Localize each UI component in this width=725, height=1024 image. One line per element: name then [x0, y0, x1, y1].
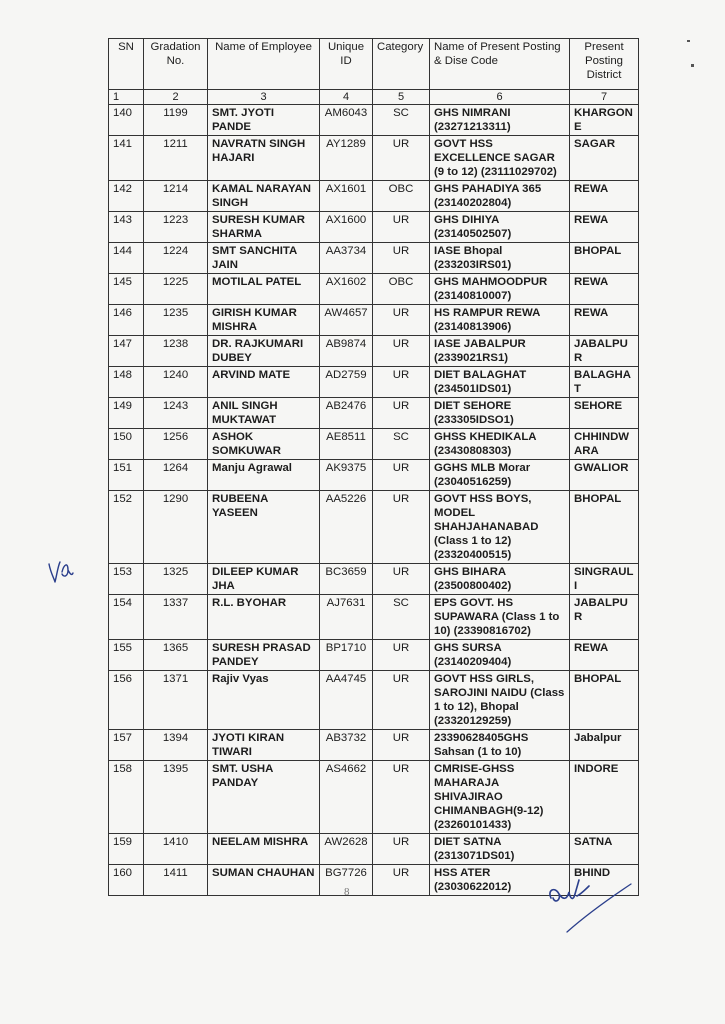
cell-sn: 160	[109, 865, 144, 896]
cell-gradation-no: 1224	[144, 243, 208, 274]
cell-category: UR	[373, 136, 430, 181]
cell-sn: 159	[109, 834, 144, 865]
cell-employee-name: Rajiv Vyas	[208, 671, 320, 730]
header-row	[109, 39, 639, 90]
cell-district: INDORE	[570, 761, 639, 834]
header-employee-name: Name of Employee	[208, 39, 320, 90]
cell-district: JABALPUR	[570, 595, 639, 640]
margin-initials-mark	[46, 556, 76, 586]
cell-sn: 152	[109, 491, 144, 564]
cell-unique-id: AX1602	[320, 274, 373, 305]
table-row	[109, 305, 639, 336]
cell-sn: 151	[109, 460, 144, 491]
cell-category: UR	[373, 834, 430, 865]
cell-employee-name: SURESH KUMAR SHARMA	[208, 212, 320, 243]
corner-dot	[687, 40, 690, 42]
header-category: Category	[373, 39, 430, 90]
cell-category: UR	[373, 243, 430, 274]
table-row	[109, 671, 639, 730]
cell-gradation-no: 1394	[144, 730, 208, 761]
cell-district: BHIND	[570, 865, 639, 896]
table-row	[109, 460, 639, 491]
cell-sn: 140	[109, 105, 144, 136]
table-row	[109, 336, 639, 367]
cell-gradation-no: 1410	[144, 834, 208, 865]
cell-sn: 153	[109, 564, 144, 595]
table-row	[109, 491, 639, 564]
cell-employee-name: SMT. JYOTI PANDE	[208, 105, 320, 136]
cell-posting: GHS BIHARA (23500800402)	[430, 564, 570, 595]
cell-posting: GGHS MLB Morar (23040516259)	[430, 460, 570, 491]
cell-district: BHOPAL	[570, 491, 639, 564]
cell-gradation-no: 1395	[144, 761, 208, 834]
table-row	[109, 398, 639, 429]
cell-category: UR	[373, 671, 430, 730]
cell-district: CHHINDWARA	[570, 429, 639, 460]
cell-district: JABALPUR	[570, 336, 639, 367]
cell-gradation-no: 1365	[144, 640, 208, 671]
column-number: 1	[109, 90, 144, 105]
cell-category: UR	[373, 761, 430, 834]
cell-employee-name: ARVIND MATE	[208, 367, 320, 398]
table-row	[109, 595, 639, 640]
cell-unique-id: BP1710	[320, 640, 373, 671]
cell-district: BHOPAL	[570, 243, 639, 274]
cell-gradation-no: 1225	[144, 274, 208, 305]
cell-unique-id: AK9375	[320, 460, 373, 491]
cell-category: UR	[373, 730, 430, 761]
cell-gradation-no: 1240	[144, 367, 208, 398]
cell-posting: IASE Bhopal (233203IRS01)	[430, 243, 570, 274]
column-number: 6	[430, 90, 570, 105]
cell-district: KHARGONE	[570, 105, 639, 136]
employee-posting-table	[108, 38, 639, 896]
cell-employee-name: ANIL SINGH MUKTAWAT	[208, 398, 320, 429]
cell-posting: GHS PAHADIYA 365 (23140202804)	[430, 181, 570, 212]
cell-district: SEHORE	[570, 398, 639, 429]
cell-category: UR	[373, 865, 430, 896]
cell-gradation-no: 1211	[144, 136, 208, 181]
cell-sn: 144	[109, 243, 144, 274]
cell-sn: 141	[109, 136, 144, 181]
cell-sn: 158	[109, 761, 144, 834]
table-row	[109, 761, 639, 834]
cell-employee-name: KAMAL NARAYAN SINGH	[208, 181, 320, 212]
cell-category: UR	[373, 398, 430, 429]
cell-employee-name: SMT SANCHITA JAIN	[208, 243, 320, 274]
cell-sn: 150	[109, 429, 144, 460]
cell-gradation-no: 1214	[144, 181, 208, 212]
cell-unique-id: AM6043	[320, 105, 373, 136]
cell-category: UR	[373, 336, 430, 367]
cell-category: UR	[373, 305, 430, 336]
cell-gradation-no: 1411	[144, 865, 208, 896]
cell-unique-id: AX1600	[320, 212, 373, 243]
table-row	[109, 429, 639, 460]
cell-unique-id: AB2476	[320, 398, 373, 429]
cell-posting: GHSS KHEDIKALA (23430808303)	[430, 429, 570, 460]
cell-district: SATNA	[570, 834, 639, 865]
cell-gradation-no: 1325	[144, 564, 208, 595]
cell-category: UR	[373, 491, 430, 564]
cell-posting: GHS MAHMOODPUR (23140810007)	[430, 274, 570, 305]
cell-district: REWA	[570, 181, 639, 212]
table-row	[109, 564, 639, 595]
cell-sn: 154	[109, 595, 144, 640]
cell-sn: 155	[109, 640, 144, 671]
cell-posting: GHS NIMRANI (23271213311)	[430, 105, 570, 136]
cell-gradation-no: 1290	[144, 491, 208, 564]
cell-employee-name: DR. RAJKUMARI DUBEY	[208, 336, 320, 367]
cell-unique-id: AB3732	[320, 730, 373, 761]
cell-sn: 143	[109, 212, 144, 243]
column-number: 5	[373, 90, 430, 105]
cell-unique-id: AS4662	[320, 761, 373, 834]
cell-sn: 148	[109, 367, 144, 398]
cell-employee-name: SUMAN CHAUHAN	[208, 865, 320, 896]
cell-sn: 142	[109, 181, 144, 212]
corner-dot	[691, 64, 694, 67]
cell-posting: 23390628405GHS Sahsan (1 to 10)	[430, 730, 570, 761]
header-present-posting: Name of Present Posting & Dise Code	[430, 39, 570, 90]
cell-employee-name: SMT. USHA PANDAY	[208, 761, 320, 834]
cell-posting: GHS SURSA (23140209404)	[430, 640, 570, 671]
cell-district: REWA	[570, 305, 639, 336]
signature-mark	[545, 876, 635, 936]
header-unique-id: Unique ID	[320, 39, 373, 90]
cell-category: UR	[373, 564, 430, 595]
cell-unique-id: AB9874	[320, 336, 373, 367]
cell-district: SINGRAULI	[570, 564, 639, 595]
cell-category: UR	[373, 640, 430, 671]
cell-district: BALAGHAT	[570, 367, 639, 398]
table-row	[109, 834, 639, 865]
table-row	[109, 136, 639, 181]
cell-unique-id: AW4657	[320, 305, 373, 336]
cell-sn: 145	[109, 274, 144, 305]
cell-employee-name: NEELAM MISHRA	[208, 834, 320, 865]
cell-gradation-no: 1243	[144, 398, 208, 429]
cell-posting: EPS GOVT. HS SUPAWARA (Class 1 to 10) (23390816702)	[430, 595, 570, 640]
cell-gradation-no: 1235	[144, 305, 208, 336]
table-row	[109, 105, 639, 136]
cell-district: REWA	[570, 640, 639, 671]
cell-unique-id: AW2628	[320, 834, 373, 865]
cell-unique-id: AJ7631	[320, 595, 373, 640]
cell-district: REWA	[570, 274, 639, 305]
cell-posting: IASE JABALPUR (2339021RS1)	[430, 336, 570, 367]
cell-category: SC	[373, 429, 430, 460]
cell-district: BHOPAL	[570, 671, 639, 730]
cell-sn: 147	[109, 336, 144, 367]
cell-gradation-no: 1264	[144, 460, 208, 491]
cell-posting: CMRISE-GHSS MAHARAJA SHIVAJIRAO CHIMANBAGH(9-12) (23260101433)	[430, 761, 570, 834]
column-number: 4	[320, 90, 373, 105]
cell-unique-id: AE8511	[320, 429, 373, 460]
cell-district: Jabalpur	[570, 730, 639, 761]
table-row	[109, 212, 639, 243]
table-row	[109, 181, 639, 212]
cell-unique-id: AD2759	[320, 367, 373, 398]
cell-district: REWA	[570, 212, 639, 243]
cell-posting: HSS ATER (23030622012)	[430, 865, 570, 896]
cell-gradation-no: 1238	[144, 336, 208, 367]
cell-unique-id: BG7726	[320, 865, 373, 896]
cell-gradation-no: 1223	[144, 212, 208, 243]
cell-sn: 146	[109, 305, 144, 336]
table-row	[109, 274, 639, 305]
cell-category: UR	[373, 367, 430, 398]
cell-posting: GHS DIHIYA (23140502507)	[430, 212, 570, 243]
column-number: 7	[570, 90, 639, 105]
cell-category: UR	[373, 460, 430, 491]
header-posting-district: Present Posting District	[570, 39, 639, 90]
cell-category: OBC	[373, 274, 430, 305]
cell-posting: GOVT HSS BOYS, MODEL SHAHJAHANABAD (Class 1 to 12) (23320400515)	[430, 491, 570, 564]
column-number-row	[109, 90, 639, 105]
column-number: 3	[208, 90, 320, 105]
cell-category: SC	[373, 595, 430, 640]
cell-unique-id: AA3734	[320, 243, 373, 274]
cell-sn: 157	[109, 730, 144, 761]
cell-category: UR	[373, 212, 430, 243]
cell-sn: 156	[109, 671, 144, 730]
cell-employee-name: RUBEENA YASEEN	[208, 491, 320, 564]
cell-gradation-no: 1199	[144, 105, 208, 136]
cell-gradation-no: 1371	[144, 671, 208, 730]
cell-employee-name: Manju Agrawal	[208, 460, 320, 491]
column-number: 2	[144, 90, 208, 105]
cell-gradation-no: 1256	[144, 429, 208, 460]
cell-posting: DIET SEHORE (233305IDSO1)	[430, 398, 570, 429]
cell-posting: HS RAMPUR REWA (23140813906)	[430, 305, 570, 336]
table-row	[109, 367, 639, 398]
cell-employee-name: SURESH PRASAD PANDEY	[208, 640, 320, 671]
cell-posting: DIET SATNA (2313071DS01)	[430, 834, 570, 865]
cell-posting: GOVT HSS EXCELLENCE SAGAR (9 to 12) (23111029702)	[430, 136, 570, 181]
cell-employee-name: DILEEP KUMAR JHA	[208, 564, 320, 595]
cell-unique-id: AA5226	[320, 491, 373, 564]
header-sn: SN	[109, 39, 144, 90]
cell-employee-name: NAVRATN SINGH HAJARI	[208, 136, 320, 181]
table-row	[109, 730, 639, 761]
table-row	[109, 640, 639, 671]
cell-posting: DIET BALAGHAT (234501IDS01)	[430, 367, 570, 398]
cell-employee-name: MOTILAL PATEL	[208, 274, 320, 305]
cell-unique-id: AX1601	[320, 181, 373, 212]
header-gradation-no: Gradation No.	[144, 39, 208, 90]
cell-district: SAGAR	[570, 136, 639, 181]
cell-gradation-no: 1337	[144, 595, 208, 640]
cell-category: SC	[373, 105, 430, 136]
cell-unique-id: AY1289	[320, 136, 373, 181]
cell-employee-name: R.L. BYOHAR	[208, 595, 320, 640]
cell-unique-id: AA4745	[320, 671, 373, 730]
table-row	[109, 243, 639, 274]
cell-sn: 149	[109, 398, 144, 429]
cell-employee-name: ASHOK SOMKUWAR	[208, 429, 320, 460]
cell-posting: GOVT HSS GIRLS, SAROJINI NAIDU (Class 1 to 12), Bhopal (23320129259)	[430, 671, 570, 730]
cell-district: GWALIOR	[570, 460, 639, 491]
cell-unique-id: BC3659	[320, 564, 373, 595]
cell-employee-name: GIRISH KUMAR MISHRA	[208, 305, 320, 336]
page-number: 8	[344, 886, 350, 898]
cell-category: OBC	[373, 181, 430, 212]
cell-employee-name: JYOTI KIRAN TIWARI	[208, 730, 320, 761]
